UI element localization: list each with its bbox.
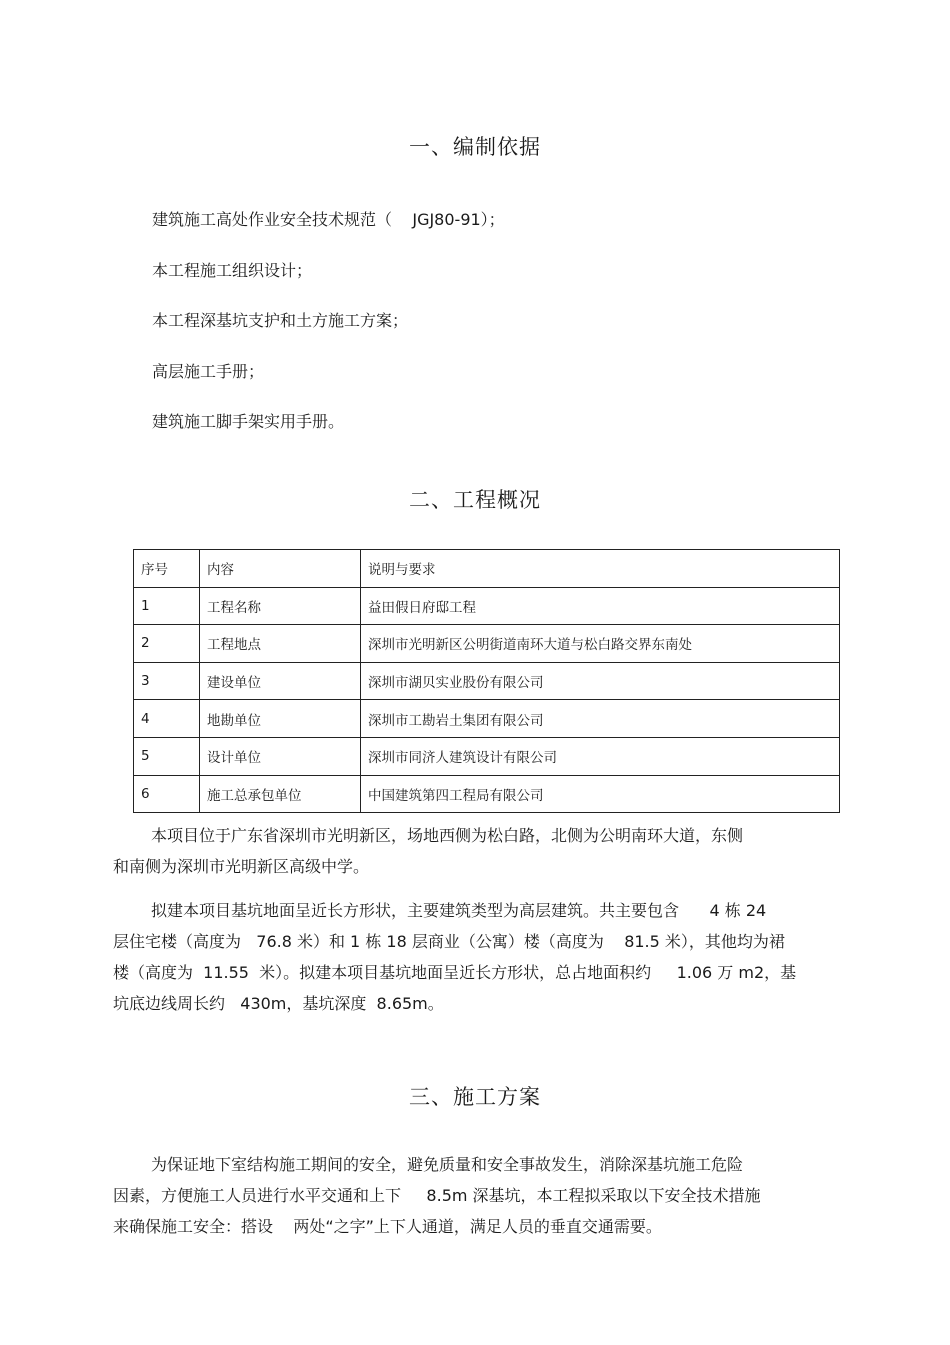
table-cell: 中国建筑第四工程局有限公司 xyxy=(361,775,840,813)
project-overview-table xyxy=(133,549,840,813)
paragraph-line: 层住宅楼（高度为 76.8 米）和 1 栋 18 层商业（公寓）楼（高度为 81.5 米），其他均为裙 xyxy=(113,932,785,951)
table-cell: 3 xyxy=(134,662,200,700)
table-row xyxy=(134,775,840,813)
table-cell: 深圳市光明新区公明街道南环大道与松白路交界东南处 xyxy=(361,625,840,663)
section-title-basis: 一、编制依据 xyxy=(409,135,541,159)
table-cell: 施工总承包单位 xyxy=(200,775,361,813)
table-cell: 深圳市同济人建筑设计有限公司 xyxy=(361,737,840,775)
reference-item: 本工程施工组织设计； xyxy=(152,260,313,280)
overview-paragraph-location xyxy=(113,820,863,882)
paragraph-line: 拟建本项目基坑地面呈近长方形状，主要建筑类型为高层建筑。共主要包含 4 栋 24 xyxy=(151,901,767,920)
paragraph-line: 本项目位于广东省深圳市光明新区，场地西侧为松白路，北侧为公明南环大道，东侧 xyxy=(151,826,744,845)
table-cell: 2 xyxy=(134,625,200,663)
plan-paragraph xyxy=(113,1149,863,1242)
table-header-cell: 说明与要求 xyxy=(361,550,840,588)
table-cell: 益田假日府邸工程 xyxy=(361,587,840,625)
table-row xyxy=(134,700,840,738)
table-row xyxy=(134,662,840,700)
table-cell: 4 xyxy=(134,700,200,738)
table-cell: 5 xyxy=(134,737,200,775)
table-header-row xyxy=(134,550,840,588)
table-cell: 1 xyxy=(134,587,200,625)
section-title-plan: 三、施工方案 xyxy=(409,1085,541,1109)
table-row xyxy=(134,625,840,663)
paragraph-line: 坑底边线周长约 430m，基坑深度 8.65m。 xyxy=(113,994,444,1013)
reference-item: 本工程深基坑支护和土方施工方案； xyxy=(152,311,409,330)
table-cell: 建设单位 xyxy=(200,662,361,700)
table-row xyxy=(134,737,840,775)
paragraph-line: 来确保施工安全：搭设 两处“之字”上下人通道，满足人员的垂直交通需要。 xyxy=(113,1217,662,1236)
paragraph-line: 为保证地下室结构施工期间的安全，避免质量和安全事故发生，消除深基坑施工危险 xyxy=(151,1155,744,1174)
reference-item: 高层施工手册； xyxy=(152,361,265,381)
reference-list xyxy=(152,208,505,461)
reference-item: 建筑施工脚手架实用手册。 xyxy=(152,412,345,431)
overview-paragraph-buildings xyxy=(113,895,863,1019)
table-cell: 深圳市工勘岩土集团有限公司 xyxy=(361,700,840,738)
paragraph-line: 楼（高度为 11.55 米）。拟建本项目基坑地面呈近长方形状，总占地面积约 1.06 万 m2，基 xyxy=(113,963,797,982)
table-cell: 设计单位 xyxy=(200,737,361,775)
table-cell: 6 xyxy=(134,775,200,813)
table-row xyxy=(134,587,840,625)
table-header-cell: 内容 xyxy=(200,550,361,588)
table-cell: 工程名称 xyxy=(200,587,361,625)
table-header-cell: 序号 xyxy=(134,550,200,588)
table-cell: 深圳市湖贝实业股份有限公司 xyxy=(361,662,840,700)
reference-item: 建筑施工高处作业安全技术规范（ JGJ80-91）； xyxy=(152,210,505,229)
table-cell: 地勘单位 xyxy=(200,700,361,738)
table-cell: 工程地点 xyxy=(200,625,361,663)
section-title-overview: 二、工程概况 xyxy=(409,488,541,512)
paragraph-line: 和南侧为深圳市光明新区高级中学。 xyxy=(113,857,370,876)
paragraph-line: 因素，方便施工人员进行水平交通和上下 8.5m 深基坑，本工程拟采取以下安全技术措施 xyxy=(113,1186,761,1205)
